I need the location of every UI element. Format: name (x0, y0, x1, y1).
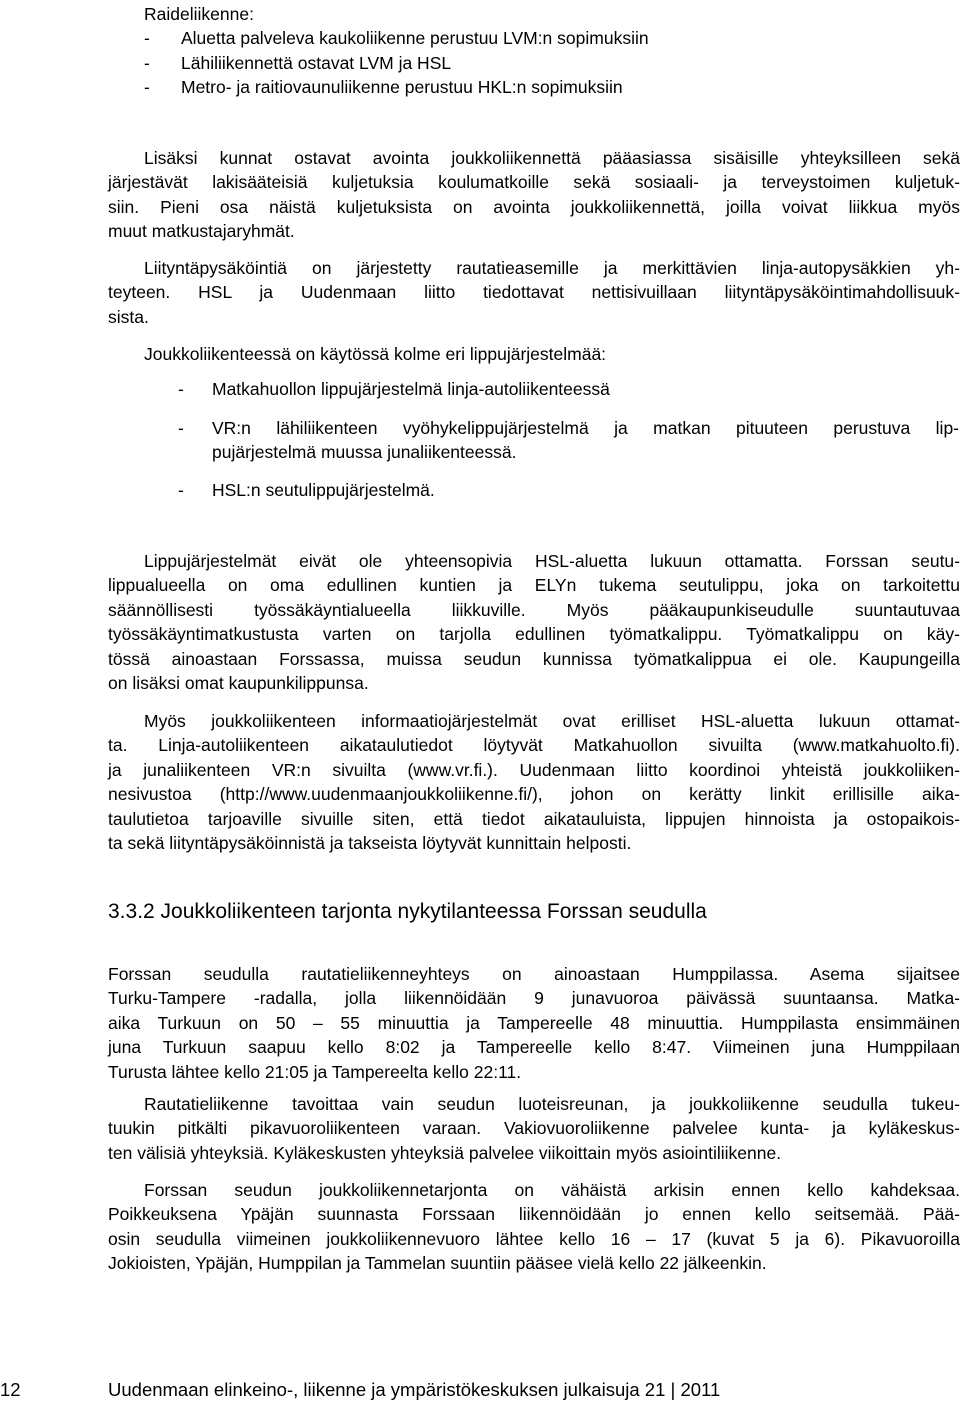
text-line: Forssan seudun joukkoliikennetarjonta on vähäistä arkisin ennen kello kahdeksaa. (144, 1180, 960, 1200)
rail-section (144, 2, 649, 100)
text-line: siin. Pieni osa näistä kuljetuksista on avointa joukkoliikennettä, joilla voivat liikkua myös (108, 196, 960, 217)
publication-year: 2011 (680, 1379, 721, 1400)
text-line: nesivustoa (http://www.uudenmaanjoukkoliikenne.fi/), johon on kerätty linkit erillisille aika- (108, 784, 960, 805)
text-line: muut matkustajaryhmät. (108, 221, 295, 242)
list-item: - Metro- ja raitiovaunuliikenne perustuu HKL:n sopimuksiin (144, 77, 623, 98)
publication-title: Uudenmaan elinkeino-, liikenne ja ympäristökeskuksen julkaisuja 21 (108, 1379, 666, 1400)
text-line: Forssan seudulla rautatieliikenneyhteys on ainoastaan Humppilassa. Asema sijaitsee (108, 964, 960, 984)
text-line: ta. Linja-autoliikenteen aikataulutiedot löytyvät Matkahuollon sivuilta (www.matkahuolto.fi). (108, 735, 960, 756)
text-line: Joukkoliikenteessä on käytössä kolme eri lippujärjestelmää: (144, 344, 607, 364)
list-bullet: - (178, 418, 184, 438)
paragraph-ticket-compatibility (108, 549, 960, 695)
text-line: Lippujärjestelmät eivät ole yhteensopivia HSL-aluetta lukuun ottamatta. Forssan seutu- (144, 551, 960, 571)
text-line: sista. (108, 306, 149, 327)
paragraph-rail-connection (108, 962, 960, 1084)
paragraph-express-services (108, 1092, 960, 1165)
text-line: ten välisiä yhteyksiä. Kyläkeskusten yhteyksiä palvelee viikoittain myös asiointiliikenne. (108, 1142, 782, 1163)
list-item (212, 416, 959, 465)
text-line: Jokioisten, Ypäjän, Humppilan ja Tammelan suuntiin pääsee vielä kello 22 jälkeenkin. (108, 1253, 767, 1274)
text-line: järjestävät lakisääteisiä kuljetuksia koulumatkoille sekä sosiaali- ja terveystoimen kuljetuk- (108, 172, 960, 193)
text-line: juna Turkuun saapuu kello 8:02 ja Tampereelle kello 8:47. Viimeinen juna Humppilaan (108, 1037, 960, 1058)
text-line: Turku-Tampere -radalla, jolla liikennöidään 9 junavuoroa päivässä suuntaansa. Matka- (108, 988, 960, 1009)
text-line: Poikkeuksena Ypäjän suunnasta Forssaan liikennöidään jo ennen kello seitsemää. Pää- (108, 1204, 960, 1225)
text-line: aika Turkuun on 50 – 55 minuuttia ja Tampereelle 48 minuuttia. Humppilasta ensimmäinen (108, 1012, 960, 1033)
text-line: säännöllisesti työssäkäyntialueella liikkuville. Myös pääkaupunkiseudulle suuntautuvaa (108, 599, 960, 620)
text-line: Turusta lähtee kello 21:05 ja Tampereelta kello 22:11. (108, 1061, 522, 1082)
text-line: lippualueella on oma edullinen kuntien ja ELYn tukema seutulippu, joka on tarkoitettu (108, 575, 960, 596)
paragraph-municipal-transport (108, 146, 960, 244)
text-line: Lisäksi kunnat ostavat avointa joukkoliikennettä pääasiassa sisäisille yhteyksilleen sekä (144, 148, 960, 168)
text-line: ta sekä liityntäpysäköinnistä ja takseista löytyvät kunnittain helposti. (108, 833, 632, 854)
text-line: työssäkäyntimatkustusta varten on tarjolla edullinen työmatkalippu. Työmatkalippu on käy- (108, 624, 960, 645)
text-line: VR:n lähiliikenteen vyöhykelippujärjestelmä ja matkan pituuteen perustuva lip- (212, 418, 959, 438)
paragraph-information-systems (108, 709, 960, 855)
text-line: Myös joukkoliikenteen informaatiojärjestelmät ovat erilliset HSL-aluetta lukuun ottamat- (144, 711, 960, 731)
text-line: pujärjestelmä muussa junaliikenteessä. (212, 442, 517, 463)
paragraph-park-and-ride (108, 256, 960, 329)
list-item: Matkahuollon lippujärjestelmä linja-autoliikenteessä (212, 379, 610, 399)
rail-title: Raideliikenne: (144, 4, 254, 24)
list-item: - Lähiliikennettä ostavat LVM ja HSL (144, 52, 452, 73)
list-item: - Aluetta palveleva kaukoliikenne perustuu LVM:n sopimuksiin (144, 28, 649, 49)
text-line: ja junaliikenteen VR:n sivuilta (www.vr.fi.). Uudenmaan liitto koordinoi yhteistä joukkoliiken- (108, 759, 960, 780)
text-line: taulutietoa tarjoaville sivuille siten, että tiedot aikatauluista, lippujen hinnoista ja ostopaikois- (108, 808, 960, 829)
list-bullet: - (178, 480, 184, 500)
text-line: Liityntäpysäköintiä on järjestetty rautatieasemille ja merkittävien linja-autopysäkkien yh- (144, 258, 960, 278)
text-line: tuukin pitkälti pikavuoroliikenteen varaan. Vakiovuoroliikenne palvelee kunta- ja kyläkeskus- (108, 1118, 960, 1139)
text-line: Rautatieliikenne tavoittaa vain seudun luoteisreunan, ja joukkoliikenne seudulla tukeu- (144, 1094, 960, 1114)
paragraph-service-hours (108, 1178, 960, 1276)
text-line: on lisäksi omat kaupunkilippunsa. (108, 673, 369, 694)
footer-publication (108, 1378, 720, 1402)
list-item: HSL:n seutulippujärjestelmä. (212, 480, 435, 500)
list-bullet: - (178, 379, 184, 399)
page-number: 12 (0, 1379, 21, 1400)
text-line: teyteen. HSL ja Uudenmaan liitto tiedottavat nettisivuillaan liityntäpysäköintimahdollisuuk- (108, 282, 960, 303)
text-line: osin seudulla viimeinen joukkoliikennevuoro lähtee kello 16 – 17 (kuvat 5 ja 6). Pikavuoroilla (108, 1228, 960, 1249)
section-heading: 3.3.2 Joukkoliikenteen tarjonta nykytilanteessa Forssan seudulla (108, 900, 707, 923)
paragraph-ticket-systems-intro (144, 342, 606, 366)
text-line: tössä ainoastaan Forssassa, muissa seudun kunnissa työmatkalippua ei ole. Kaupungeilla (108, 648, 960, 669)
footer-separator: | (670, 1379, 676, 1400)
